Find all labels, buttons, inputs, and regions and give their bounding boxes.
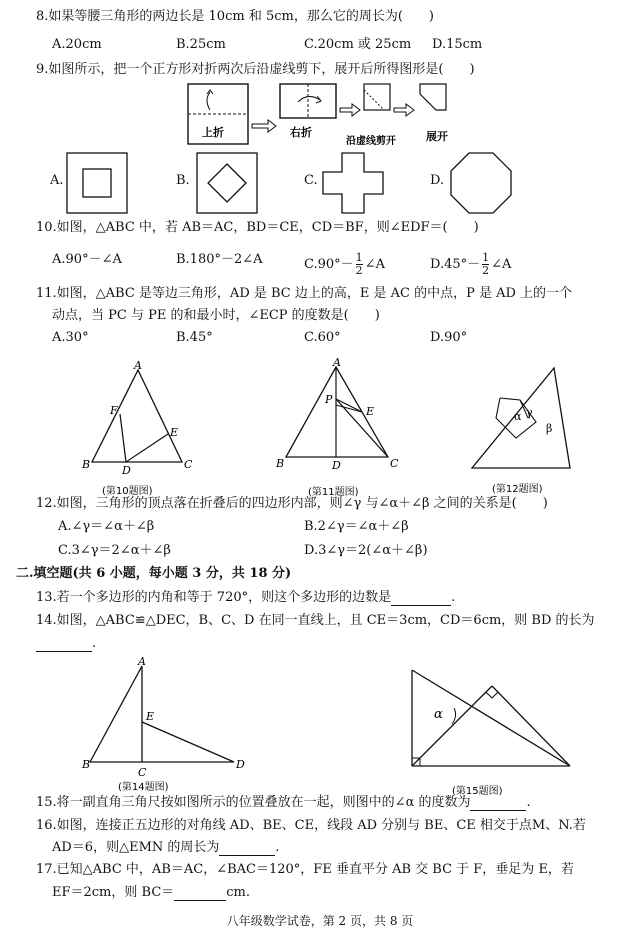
q16-answer-blank[interactable]	[219, 842, 275, 856]
q9-stem: 9.如图所示，把一个正方形对折两次后沿虚线剪下，展开后所得图形是( )	[36, 62, 475, 77]
fig10-label-e: E	[170, 426, 179, 439]
fig11-label-e: E	[366, 405, 375, 418]
q11-option-b: B.45°	[176, 330, 213, 345]
q12-option-b: B.2∠γ＝∠α＋∠β	[304, 519, 409, 534]
figure-11	[270, 355, 410, 500]
figure-15	[400, 660, 580, 800]
q10-stem: 10.如图，△ABC 中，若 AB＝AC，BD＝CE，CD＝BF，则∠EDF＝( )	[36, 220, 479, 235]
fig11-label-d: D	[332, 459, 341, 472]
q15-answer-blank[interactable]	[470, 797, 526, 811]
q16-stem-line2: AD＝6，则△EMN 的周长为 .	[52, 840, 280, 855]
q9-option-d-figure	[450, 152, 512, 214]
q17-stem-line1: 17.已知△ABC 中，AB＝AC，∠BAC＝120°，FE 垂直平分 AB 交 BC 于 F，垂足为 E，若	[36, 862, 574, 877]
q8-option-b: B.25cm	[176, 37, 226, 52]
q10-option-c: C.90°－ $\frac{1}{2}$ ∠A	[304, 251, 385, 277]
q8-option-c: C.20cm 或 25cm	[304, 37, 412, 52]
fig15-label-alpha: α	[434, 707, 443, 722]
fig11-label-a: A	[333, 356, 341, 369]
q14-stem: 14.如图，△ABC≌△DEC，B、C、D 在同一直线上，且 CE＝3cm，CD＝6cm，则 BD 的长为	[36, 613, 595, 628]
fig10-label-d: D	[122, 464, 131, 477]
q17-stem-line2: EF＝2cm，则 BC＝ cm.	[52, 885, 251, 900]
q9-folding-diagram	[180, 80, 480, 150]
q11-option-a: A.30°	[52, 330, 89, 345]
q9-option-a-figure	[66, 152, 128, 214]
fig12-caption: (第12题图)	[492, 484, 543, 495]
figure-14	[80, 656, 260, 796]
figure-10	[80, 358, 200, 498]
fig15-caption: (第15题图)	[452, 786, 503, 797]
fig14-label-b: B	[82, 758, 91, 771]
q9-option-c: C.	[304, 173, 318, 188]
section-heading-fill-in: 二.填空题(共 6 小题，每小题 3 分，共 18 分)	[16, 566, 292, 581]
q12-option-d: D.3∠γ＝2(∠α＋∠β)	[304, 543, 428, 558]
page-footer: 八年级数学试卷，第 2 页，共 8 页	[226, 914, 414, 928]
fig10-caption: (第10题图)	[102, 486, 153, 497]
q9-option-b-figure	[196, 152, 258, 214]
fig14-label-c: C	[138, 766, 147, 779]
fig10-label-a: A	[134, 359, 142, 372]
fig11-caption: (第11题图)	[308, 487, 359, 498]
fig11-label-p: P	[325, 393, 333, 406]
q10-option-b: B.180°－2∠A	[176, 252, 263, 267]
fig12-label-beta: β	[546, 422, 553, 435]
fig11-label-c: C	[390, 457, 399, 470]
q14-answer-blank[interactable]	[36, 638, 92, 652]
q14-answer-line: .	[36, 636, 96, 652]
q9-step-up-fold: 上折	[202, 126, 224, 139]
fig10-label-c: C	[184, 458, 193, 471]
q8-option-d: D.15cm	[432, 37, 483, 52]
q10-option-d: D.45°－ $\frac{1}{2}$ ∠A	[430, 251, 512, 277]
q10-option-a: A.90°－∠A	[52, 252, 122, 267]
q16-stem-line1: 16.如图，连接正五边形的对角线 AD、BE、CE，线段 AD 分别与 BE、CE 相交于点M、N.若	[36, 818, 586, 833]
q13-answer-blank[interactable]	[391, 592, 451, 606]
fig10-label-f: F	[110, 404, 118, 417]
q8-option-a: A.20cm	[52, 37, 102, 52]
q11-option-d: D.90°	[430, 330, 468, 345]
q9-step-unfold: 展开	[426, 130, 448, 143]
fig11-label-b: B	[276, 457, 285, 470]
q11-option-c: C.60°	[304, 330, 341, 345]
q12-option-c: C.3∠γ＝2∠α＋∠β	[58, 543, 171, 558]
q8-stem: 8.如果等腰三角形的两边长是 10cm 和 5cm，那么它的周长为( )	[36, 9, 434, 24]
fig10-label-b: B	[82, 458, 91, 471]
q15-stem: 15.将一副直角三角尺按如图所示的位置叠放在一起，则图中的∠α 的度数为 .	[36, 795, 531, 810]
q9-step-right-fold: 右折	[290, 126, 312, 139]
q9-option-d: D.	[430, 173, 445, 188]
q12-stem: 12.如图，三角形的顶点落在折叠后的四边形内部，则∠γ 与∠α＋∠β 之间的关系是( )	[36, 496, 548, 511]
q12-option-a: A.∠γ＝∠α＋∠β	[58, 519, 155, 534]
fig14-label-d: D	[236, 758, 245, 771]
fig14-label-a: A	[138, 656, 146, 668]
q11-stem-line1: 11.如图，△ABC 是等边三角形，AD 是 BC 边上的高，E 是 AC 的中点，P 是 AD 上的一个	[36, 286, 573, 301]
q17-answer-blank[interactable]	[174, 887, 226, 901]
q9-option-a: A.	[50, 173, 64, 188]
q9-step-cut: 沿虚线剪开	[346, 136, 396, 147]
q13-stem: 13.若一个多边形的内角和等于 720°，则这个多边形的边数是 .	[36, 590, 456, 605]
q9-option-b: B.	[176, 173, 190, 188]
fig14-label-e: E	[146, 710, 155, 723]
fig12-label-gamma: γ	[526, 406, 533, 419]
figure-12	[466, 358, 576, 498]
fig14-caption: (第14题图)	[118, 782, 169, 793]
q11-stem-line2: 动点，当 PC 与 PE 的和最小时，∠ECP 的度数是( )	[52, 308, 380, 323]
q9-option-c-figure	[322, 152, 384, 214]
fig12-label-alpha: α	[514, 410, 522, 423]
